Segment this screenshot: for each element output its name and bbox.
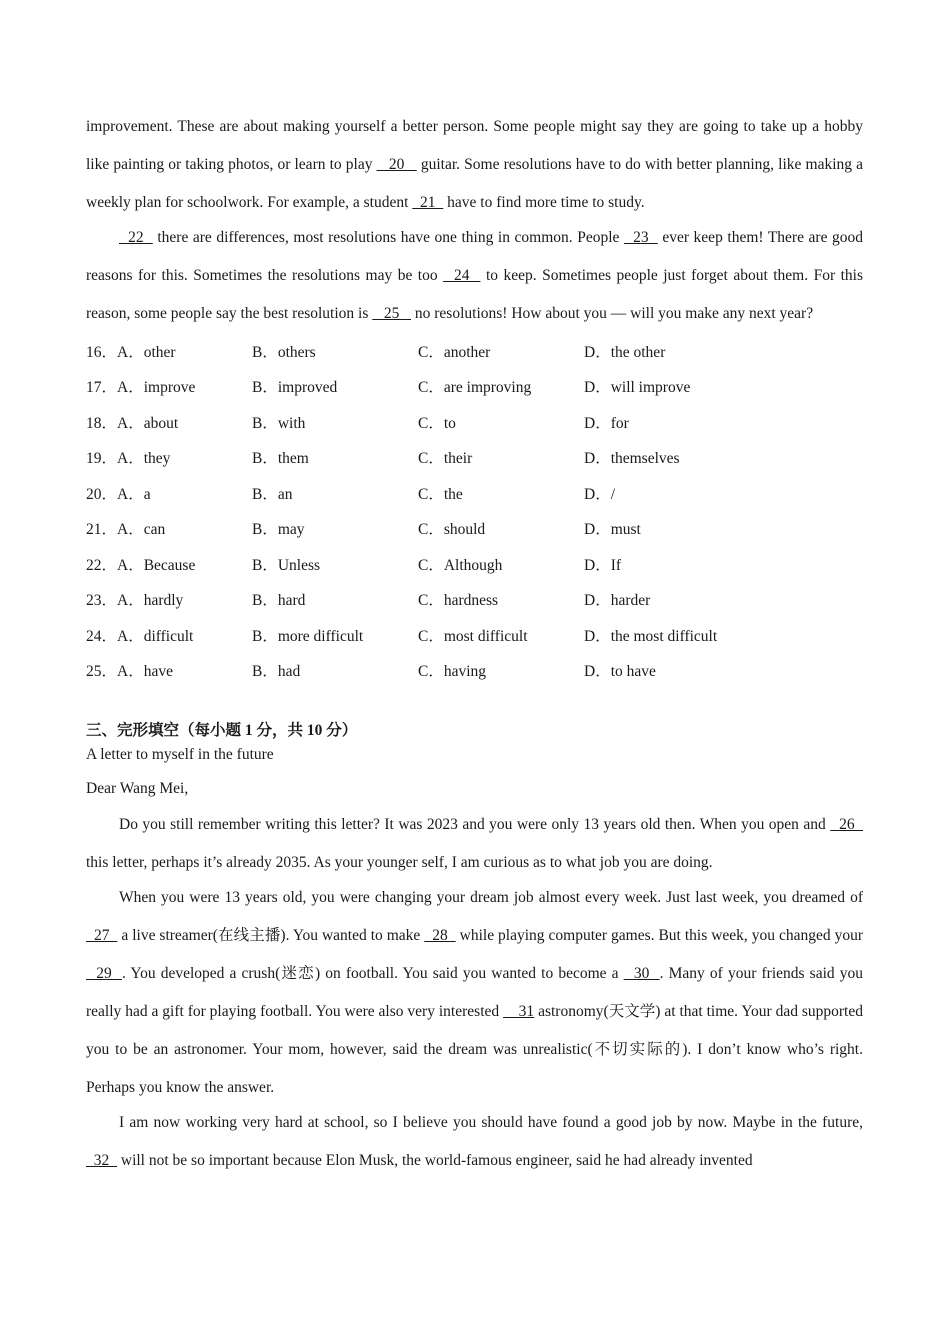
blank-29: 29 xyxy=(86,965,122,982)
blank-28: 28 xyxy=(424,927,456,944)
passage-paragraph-2: 22 there are differences, most resolutions have one thing in common. People 23 ever keep them! There are good reasons for this. Sometimes the resolutions may be too 24 to keep. Sometimes people just forget about them. For this reason, some people say the best resolution is 25 no resolutions! How about you — will you make any next year? xyxy=(86,229,864,322)
question-row: 25．A．have B．had C．having D．to have xyxy=(86,663,656,681)
blank-26: 26 xyxy=(830,816,863,833)
passage-title: A letter to myself in the future xyxy=(86,746,274,763)
blank-25: 25 xyxy=(372,305,412,322)
letter-greeting: Dear Wang Mei, xyxy=(86,780,189,797)
question-row: 24．A．difficult B．more difficult C．most difficult D．the most difficult xyxy=(86,627,718,645)
blank-32: 32 xyxy=(86,1152,117,1169)
question-row: 21．A．can B．may C．should D．must xyxy=(86,521,641,539)
letter-paragraph-1: Do you still remember writing this letter? It was 2023 and you were only 13 years old then. When you open and 26 this letter, perhaps it’s already 2035. As your younger self, I am curious as to what job you are doing. xyxy=(86,816,863,871)
letter-paragraph-3: I am now working very hard at school, so I believe you should have found a good job by now. Maybe in the future, 32 will not be so important because Elon Musk, the world-famous engineer, said he had already invented xyxy=(86,1114,863,1169)
blank-24: 24 xyxy=(443,267,481,284)
question-row: 18．A．about B．with C．to D．for xyxy=(86,414,629,432)
blank-30: 30 xyxy=(623,965,660,982)
question-row: 17．A．improve B．improved C．are improving D．will improve xyxy=(86,379,691,397)
passage-paragraph-1: improvement. These are about making yourself a better person. Some people might say they are going to take up a hobby like painting or taking photos, or learn to play 20 guitar. Some resolutions have to do with better planning, like making a weekly plan for schoolwork. For example, a student 21 have to find more time to study. xyxy=(86,118,864,211)
question-row: 22．A．Because B．Unless C．Although D．If xyxy=(86,556,622,574)
exam-page xyxy=(86,108,863,1180)
letter-paragraph-2: When you were 13 years old, you were changing your dream job almost every week. Just last week, you dreamed of 27 a live streamer(在线主播). You wanted to make 28 while playing computer games. But this week, you changed your 29 . You developed a crush(迷恋) on football. You said you wanted to become a 30 . Many of your friends said you really had a gift for playing football. You were also very interested 31 astronomy(天文学) at that time. Your dad supported you to be an astronomer. Your mom, however, said the dream was unrealistic(不切实际的). I don’t know who’s right. Perhaps you know the answer. xyxy=(86,889,863,1096)
question-row: 16．A．other B．others C．another D．the other xyxy=(86,343,666,361)
question-row: 20．A．a B．an C．the D．/ xyxy=(86,485,616,503)
blank-23: 23 xyxy=(623,229,658,246)
section-heading: 三、完形填空（每小题 1 分，共 10 分） xyxy=(86,722,358,739)
options-list xyxy=(86,333,863,688)
blank-20: 20 xyxy=(376,156,417,173)
question-row: 23．A．hardly B．hard C．hardness D．harder xyxy=(86,592,651,610)
blank-21: 21 xyxy=(412,194,444,211)
blank-31: 31 xyxy=(503,1003,535,1020)
blank-27: 27 xyxy=(86,927,118,944)
blank-22: 22 xyxy=(119,229,153,246)
question-row: 19．A．they B．them C．their D．themselves xyxy=(86,450,680,468)
